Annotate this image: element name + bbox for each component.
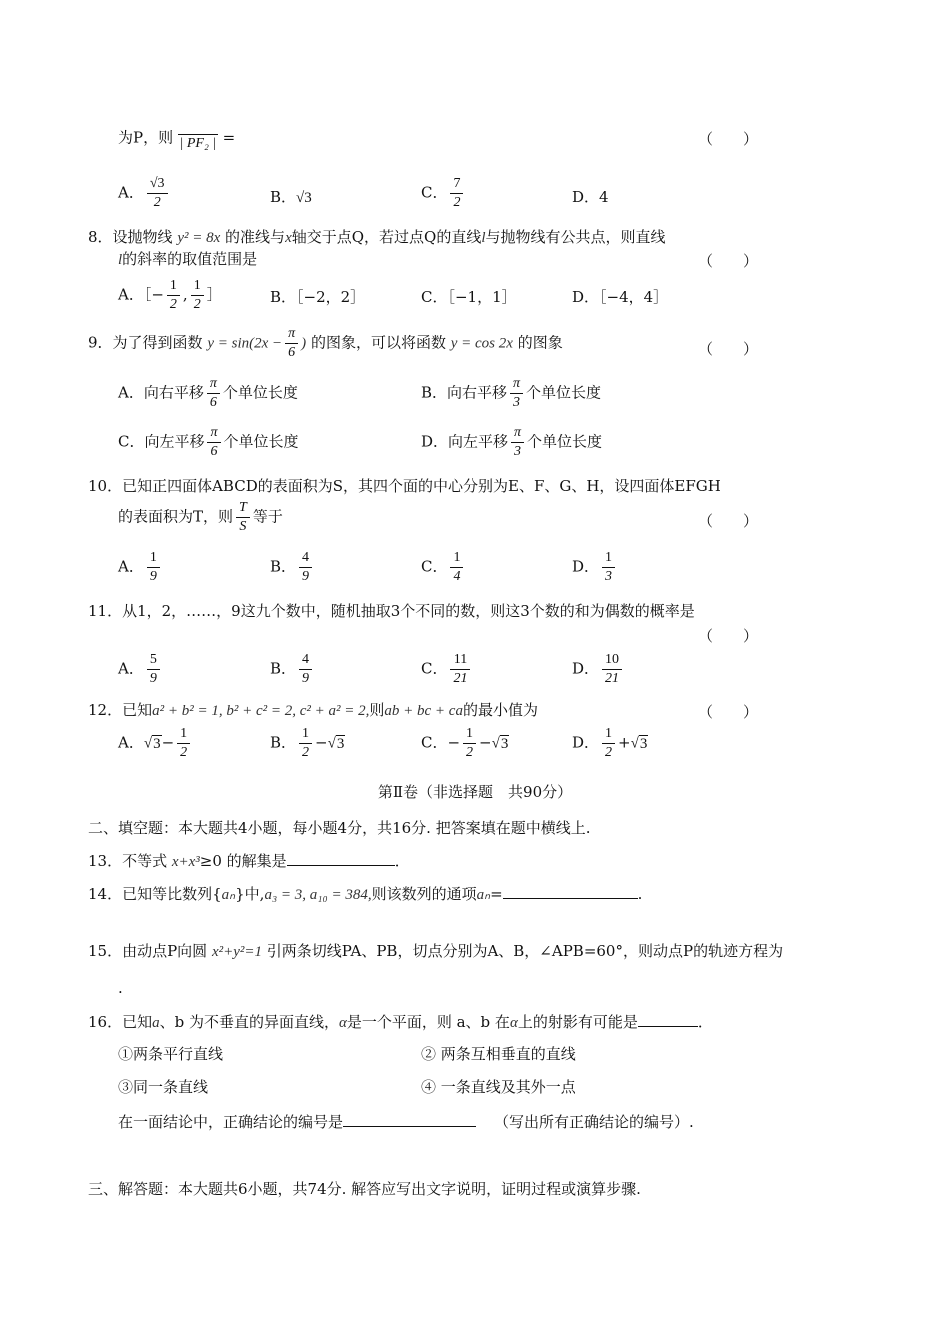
q9-option-b: B．向右平移 $\frac{\pi}{3}$ 个单位长度 bbox=[421, 376, 602, 410]
q16-option-4: ④ 一条直线及其外一点 bbox=[421, 1078, 576, 1096]
q14-answer-blank[interactable] bbox=[503, 884, 638, 899]
q8-stem-line1: 8．设抛物线 y² = 8x 的准线与x轴交于点Q，若过点Q的直线l与抛物线有公共点，则直线 bbox=[88, 228, 666, 246]
q16-answer-blank[interactable] bbox=[638, 1012, 698, 1027]
q10-option-c: C． $\frac{1}{4}$ bbox=[421, 550, 466, 585]
fill-in-section-header: 二、填空题：本大题共4小题，每小题4分，共16分. 把答案填在题中横线上. bbox=[88, 819, 591, 837]
q11-option-b: B． $\frac{4}{9}$ bbox=[270, 652, 315, 687]
q11-stem: 11．从1，2，……，9这九个数中，随机抽取3个不同的数，则这3个数的和为偶数的概率是 bbox=[88, 602, 695, 620]
q16-conclusion: 在一面结论中，正确结论的编号是 （写出所有正确结论的编号）. bbox=[118, 1113, 694, 1131]
q7-option-b: B．√3 bbox=[270, 188, 312, 206]
q8-option-b: B．［−2，2］ bbox=[270, 288, 366, 306]
q9-option-a: A．向右平移 $\frac{\pi}{6}$ 个单位长度 bbox=[118, 376, 298, 410]
q9-option-d: D．向左平移 $\frac{\pi}{3}$ 个单位长度 bbox=[421, 425, 603, 459]
q10-option-d: D． $\frac{1}{3}$ bbox=[572, 550, 618, 585]
q8-stem-line2: l的斜率的取值范围是 bbox=[118, 250, 258, 268]
q16-option-1: ①两条平行直线 bbox=[118, 1045, 224, 1063]
q9-answer-paren: （ ） bbox=[698, 340, 759, 358]
q7-pf2-fraction: | PF₂ | bbox=[178, 124, 218, 153]
q10-stem-line2: 的表面积为T，则 $\frac{T}{S}$ 等于 bbox=[118, 500, 283, 534]
q15-stem: 15．由动点P向圆 x²+y²=1 引两条切线PA、PB，切点分别为A、B，∠APB=60°，则动点P的轨迹方程为 bbox=[88, 942, 784, 960]
part2-title: 第Ⅱ卷（非选择题 共90分） bbox=[377, 783, 573, 801]
q7-option-d: D．4 bbox=[572, 188, 609, 206]
q16-conclusion-blank[interactable] bbox=[343, 1112, 476, 1127]
answer-section-header: 三、解答题：本大题共6小题，共74分. 解答应写出文字说明，证明过程或演算步骤. bbox=[88, 1180, 641, 1198]
q16-option-2: ② 两条互相垂直的直线 bbox=[421, 1045, 576, 1063]
q14-stem: 14．已知等比数列{aₙ}中,a₃ = 3, a₁₀ = 384,则该数列的通项aₙ= . bbox=[88, 885, 643, 903]
q9-stem: 9．为了得到函数 y = sin(2x − $\frac{\pi}{6}$ ) 的图象，可以将函数 y = cos 2x 的图象 bbox=[88, 326, 563, 360]
q12-option-a: A．√3− $\frac{1}{2}$ bbox=[118, 726, 193, 761]
q13-answer-blank[interactable] bbox=[287, 851, 395, 866]
q16-stem: 16．已知a、b 为不垂直的异面直线，α是一个平面，则 a、b 在α上的射影有可能是 ． bbox=[88, 1013, 713, 1031]
q12-stem: 12．已知a² + b² = 1, b² + c² = 2, c² + a² = 2,则ab + bc + ca的最小值为 bbox=[88, 701, 538, 719]
q8-option-a: A．［− $\frac{1}{2}$ , $\frac{1}{2}$ ］ bbox=[118, 278, 222, 312]
q16-option-3: ③同一条直线 bbox=[118, 1078, 209, 1096]
q12-answer-paren: （ ） bbox=[698, 703, 759, 721]
q15-stem-line2: . bbox=[118, 979, 123, 997]
q9-option-c: C．向左平移 $\frac{\pi}{6}$ 个单位长度 bbox=[118, 425, 299, 459]
q8-answer-paren: （ ） bbox=[698, 252, 759, 270]
q10-stem-line1: 10．已知正四面体ABCD的表面积为S，其四个面的中心分别为E、F、G、H，设四面体EFGH bbox=[88, 477, 721, 495]
q10-option-b: B． $\frac{4}{9}$ bbox=[270, 550, 315, 585]
q12-option-d: D． $\frac{1}{2}$ +√3 bbox=[572, 726, 648, 760]
q13-stem: 13．不等式 x+x³≥0 的解集是 ． bbox=[88, 852, 410, 870]
q10-option-a: A． $\frac{1}{9}$ bbox=[118, 550, 163, 585]
q11-option-c: C． $\frac{11}{21}$ bbox=[421, 652, 473, 687]
q7-option-c: C． $\frac{7}{2}$ bbox=[421, 176, 466, 211]
q8-option-d: D．［−4，4］ bbox=[572, 288, 669, 306]
q11-option-d: D． $\frac{10}{21}$ bbox=[572, 652, 625, 687]
q11-option-a: A． $\frac{5}{9}$ bbox=[118, 652, 163, 687]
q7-option-a: A． $\frac{√3}{2}$ bbox=[118, 176, 171, 211]
q11-answer-paren: （ ） bbox=[698, 627, 759, 645]
q7-continuation: 为P，则 | PF₂ | = bbox=[118, 124, 235, 153]
q12-option-c: C．− $\frac{1}{2}$ −√3 bbox=[421, 726, 509, 760]
q7-answer-paren: （ ） bbox=[698, 130, 759, 148]
q10-answer-paren: （ ） bbox=[698, 512, 759, 530]
q12-option-b: B． $\frac{1}{2}$ −√3 bbox=[270, 726, 345, 760]
q8-option-c: C．［−1，1］ bbox=[421, 288, 517, 306]
